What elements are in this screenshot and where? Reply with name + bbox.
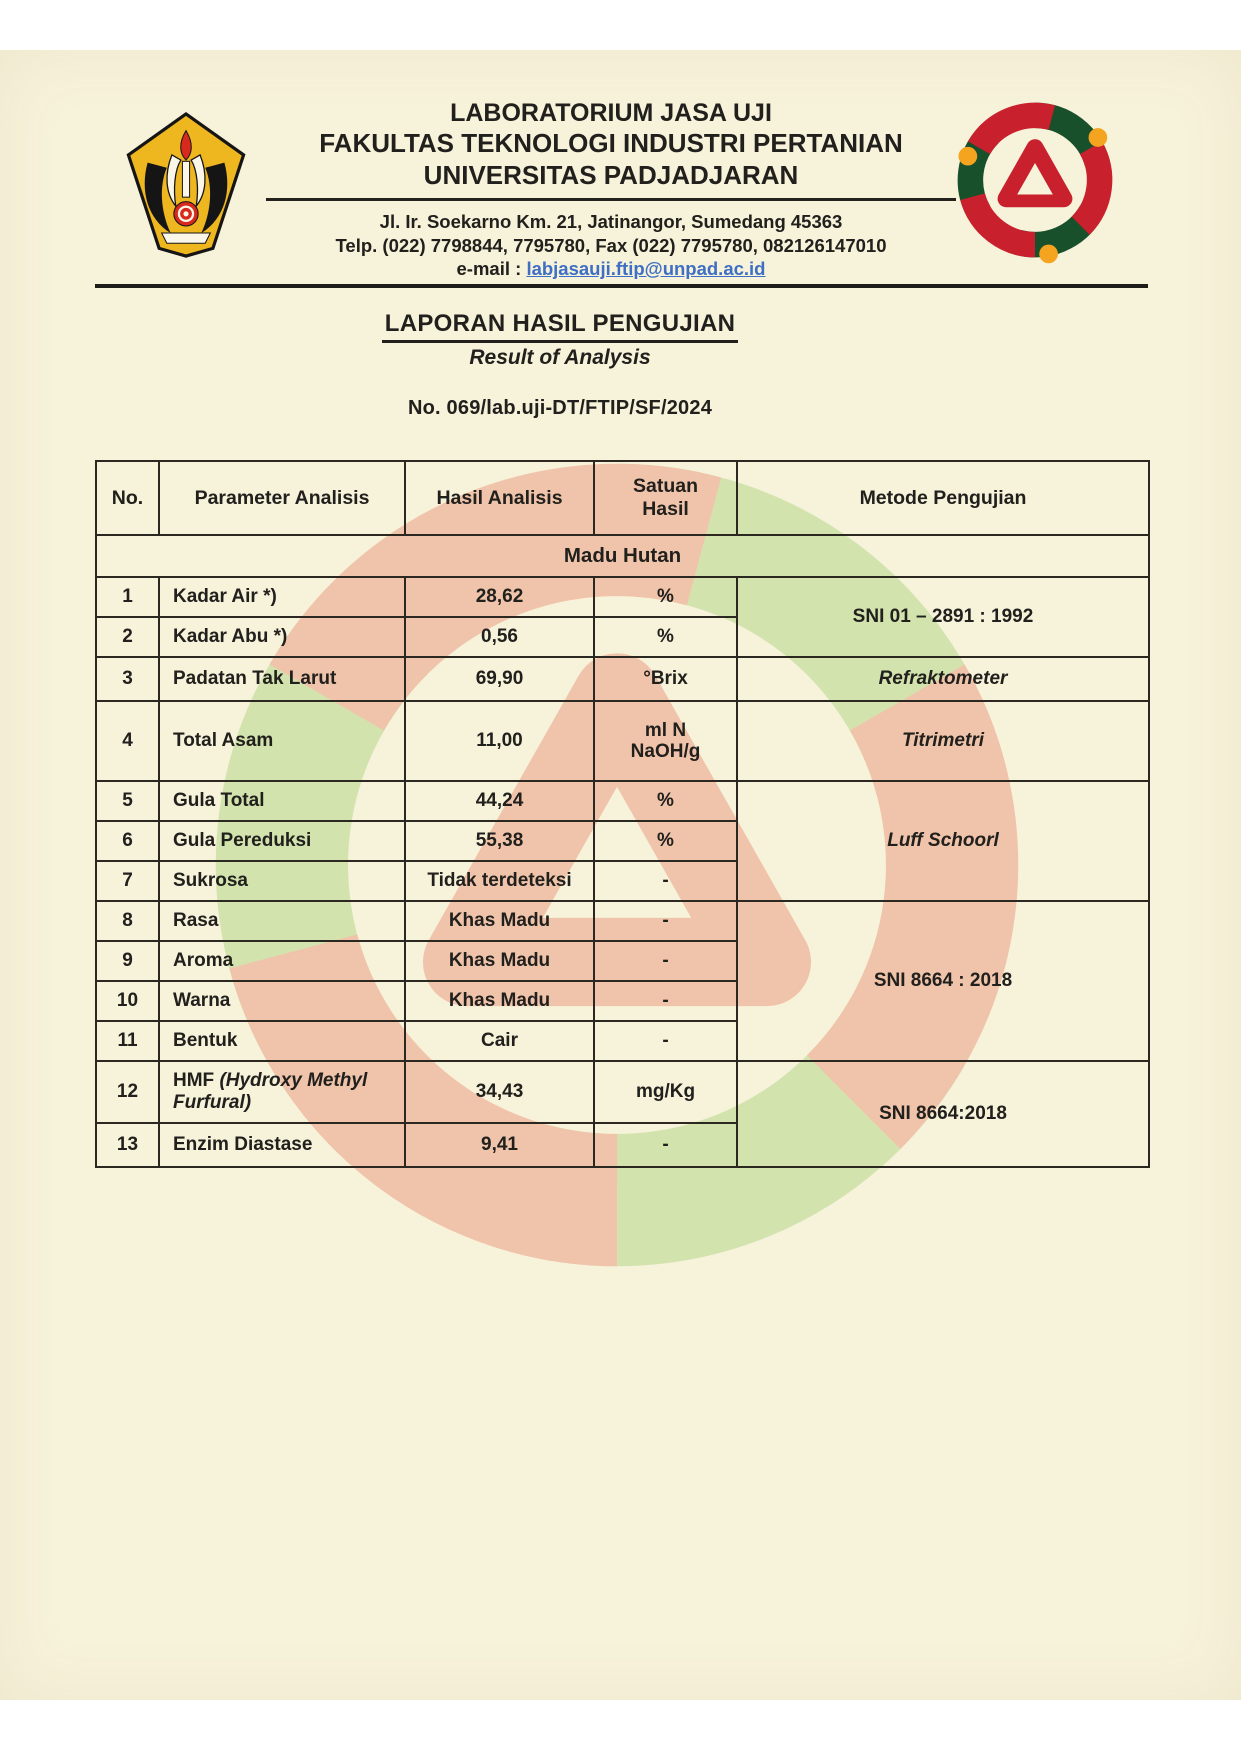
- orange-dot-icon: [1089, 128, 1108, 147]
- row-parameter: Gula Pereduksi: [159, 821, 405, 861]
- row-unit: -: [594, 941, 737, 981]
- method-cell: SNI 8664 : 2018: [737, 901, 1149, 1061]
- row-unit: -: [594, 901, 737, 941]
- phone-fax-line: Telp. (022) 7798844, 7795780, Fax (022) 7795780, 082126147010: [335, 234, 887, 256]
- row-no: 13: [96, 1123, 159, 1167]
- row-result: Khas Madu: [405, 901, 594, 941]
- row-parameter: Bentuk: [159, 1021, 405, 1061]
- paper-sheet: [0, 50, 1241, 1700]
- method-cell: Titrimetri: [737, 701, 1149, 781]
- email-link[interactable]: labjasauji.ftip@unpad.ac.id: [526, 258, 766, 280]
- row-unit: mg/Kg: [594, 1061, 737, 1123]
- row-no: 6: [96, 821, 159, 861]
- row-unit: %: [594, 617, 737, 657]
- method-cell: SNI 01 – 2891 : 1992: [737, 577, 1149, 657]
- email-line: [258, 258, 964, 280]
- row-parameter: Rasa: [159, 901, 405, 941]
- row-parameter: Enzim Diastase: [159, 1123, 405, 1167]
- row-unit: ml N NaOH/g: [594, 701, 737, 781]
- report-number: No. 069/lab.uji-DT/FTIP/SF/2024: [407, 397, 713, 419]
- col-header-parameter: Parameter Analisis: [159, 461, 405, 535]
- row-result: 11,00: [405, 701, 594, 781]
- table-row: [96, 577, 1149, 617]
- row-result: 0,56: [405, 617, 594, 657]
- letterhead: [258, 98, 964, 280]
- row-no: 7: [96, 861, 159, 901]
- row-parameter: Sukrosa: [159, 861, 405, 901]
- orange-dot-icon: [959, 147, 978, 166]
- table-header-row: [96, 461, 1149, 535]
- letterhead-divider: [266, 198, 956, 201]
- col-header-metode: Metode Pengujian: [737, 461, 1149, 535]
- table-row: [96, 901, 1149, 941]
- table-row: [96, 701, 1149, 781]
- row-result: 34,43: [405, 1061, 594, 1123]
- row-unit: %: [594, 577, 737, 617]
- col-header-hasil: Hasil Analisis: [405, 461, 594, 535]
- row-no: 4: [96, 701, 159, 781]
- table-row: [96, 781, 1149, 821]
- row-result: 55,38: [405, 821, 594, 861]
- email-label: e-mail :: [456, 258, 522, 280]
- row-parameter: Aroma: [159, 941, 405, 981]
- row-parameter: Kadar Air *): [159, 577, 405, 617]
- row-parameter: HMF (Hydroxy Methyl Furfural): [159, 1061, 405, 1123]
- unpad-logo: [122, 110, 250, 260]
- row-result: 44,24: [405, 781, 594, 821]
- method-cell: SNI 8664:2018: [737, 1061, 1149, 1167]
- report-title: LAPORAN HASIL PENGUJIAN: [382, 310, 739, 343]
- row-no: 9: [96, 941, 159, 981]
- row-result: Cair: [405, 1021, 594, 1061]
- table-row: [96, 657, 1149, 701]
- institution-line-3: UNIVERSITAS PADJADJARAN: [423, 159, 799, 190]
- row-unit: %: [594, 821, 737, 861]
- col-header-satuan: Satuan Hasil: [594, 461, 737, 535]
- institution-line-1: LABORATORIUM JASA UJI: [450, 99, 772, 127]
- row-parameter: Gula Total: [159, 781, 405, 821]
- row-no: 2: [96, 617, 159, 657]
- report-subtitle: Result of Analysis: [469, 346, 651, 369]
- institution-line-2: FAKULTAS TEKNOLOGI INDUSTRI PERTANIAN: [319, 128, 903, 158]
- row-unit: %: [594, 781, 737, 821]
- row-no: 12: [96, 1061, 159, 1123]
- row-unit: -: [594, 981, 737, 1021]
- row-result: 28,62: [405, 577, 594, 617]
- report-titles: [0, 310, 1120, 420]
- row-result: 9,41: [405, 1123, 594, 1167]
- method-cell: Refraktometer: [737, 657, 1149, 701]
- orange-dot-icon: [1039, 245, 1058, 264]
- row-unit: -: [594, 1123, 737, 1167]
- row-result: 69,90: [405, 657, 594, 701]
- address-line: Jl. Ir. Soekarno Km. 21, Jatinangor, Sumedang 45363: [379, 211, 843, 233]
- row-result: Khas Madu: [405, 981, 594, 1021]
- row-no: 3: [96, 657, 159, 701]
- sample-group-row: [96, 535, 1149, 577]
- row-parameter: Kadar Abu *): [159, 617, 405, 657]
- row-no: 10: [96, 981, 159, 1021]
- row-parameter: Padatan Tak Larut: [159, 657, 405, 701]
- results-table: [95, 460, 1150, 1168]
- row-no: 11: [96, 1021, 159, 1061]
- method-cell: Luff Schoorl: [737, 781, 1149, 901]
- table-row: [96, 1061, 1149, 1123]
- row-no: 1: [96, 577, 159, 617]
- col-header-no: No.: [96, 461, 159, 535]
- row-unit: -: [594, 1021, 737, 1061]
- row-no: 5: [96, 781, 159, 821]
- header-rule: [95, 284, 1148, 288]
- row-unit: -: [594, 861, 737, 901]
- row-unit: °Brix: [594, 657, 737, 701]
- row-result: Tidak terdeteksi: [405, 861, 594, 901]
- row-no: 8: [96, 901, 159, 941]
- sample-group-label: Madu Hutan: [96, 535, 1149, 577]
- row-parameter: Total Asam: [159, 701, 405, 781]
- row-result: Khas Madu: [405, 941, 594, 981]
- jasa-uji-swirl-logo: [950, 92, 1120, 268]
- row-parameter: Warna: [159, 981, 405, 1021]
